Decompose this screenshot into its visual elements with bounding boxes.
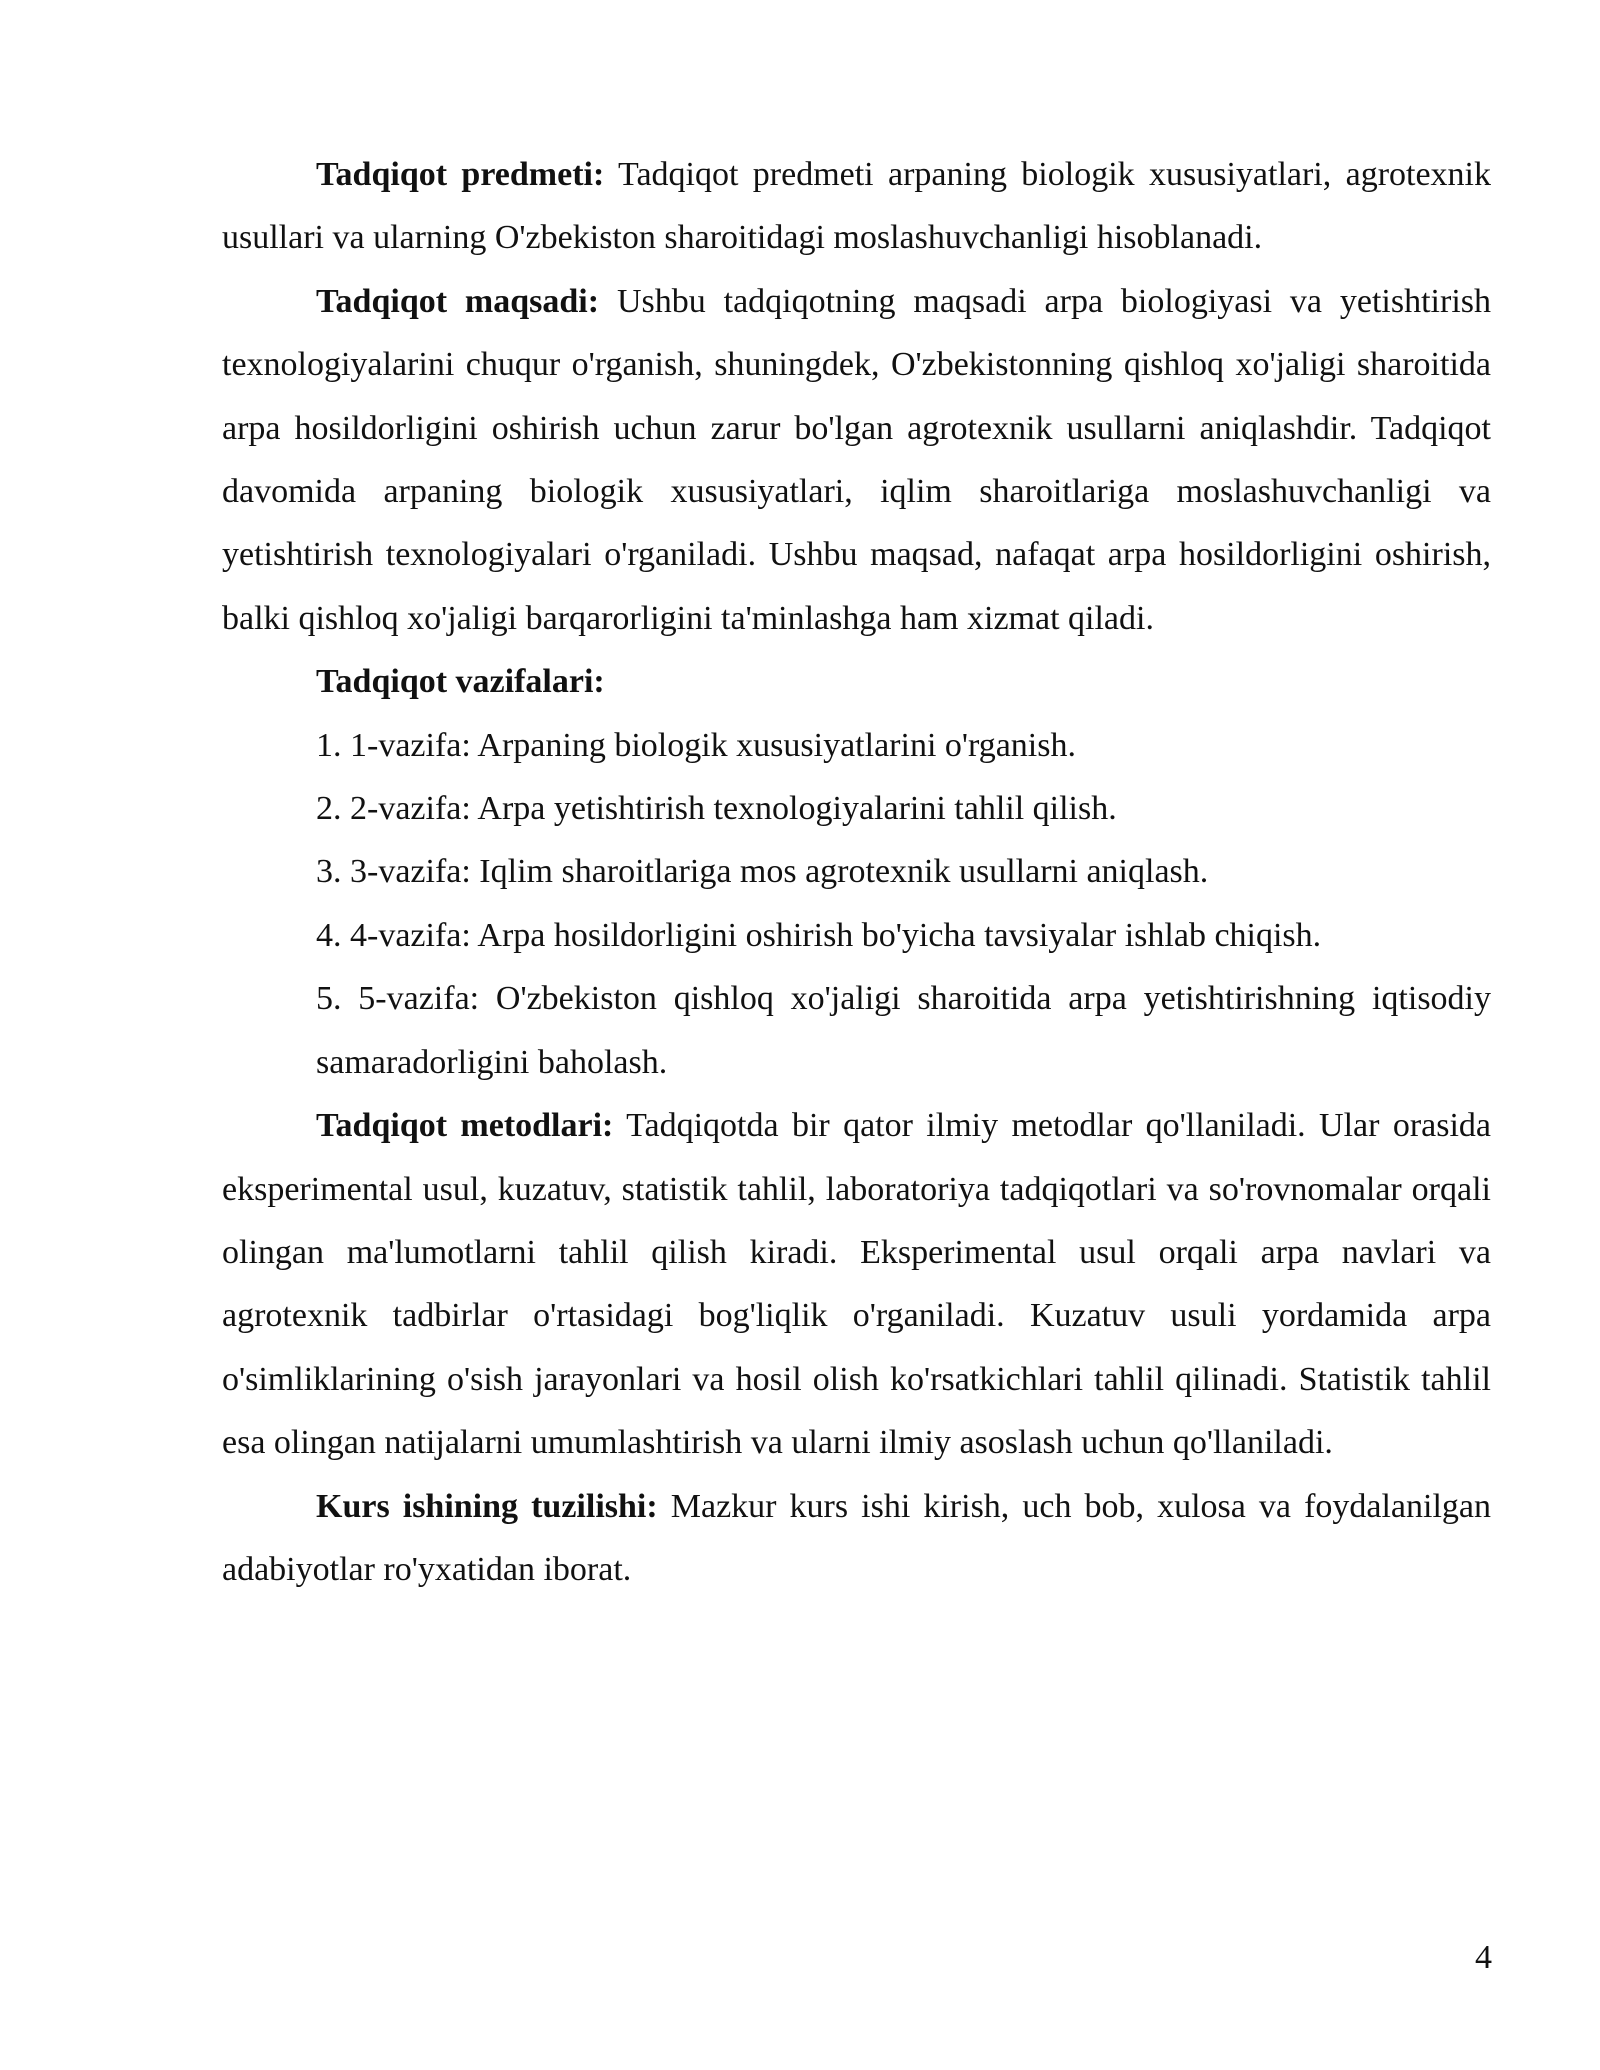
subject-paragraph — [222, 143, 1491, 270]
task-item: 4. 4-vazifa: Arpa hosildorligini oshirish bo'yicha tavsiyalar ishlab chiqish. — [316, 916, 1322, 954]
task-item: 3. 3-vazifa: Iqlim sharoitlariga mos agrotexnik usullarni aniqlash. — [316, 853, 1209, 891]
tasks-heading — [222, 650, 1491, 713]
goal-text: Ushbu tadqiqotning maqsadi arpa biologiyasi va yetishtirish texnologiyalarini chuqur o'rganish, shuningdek, O'zbekistonning qishloq xo'jaligi sharoitida arpa hosildorligini oshirish uchun zarur bo'lgan agrotexnik usullarni aniqlashdir. Tadqiqot davomida arpaning biologik xususiyatlari, iqlim sharoitlariga moslashuvchanligi va yetishtirish texnologiyalari o'rganiladi. Ushbu maqsad, nafaqat arpa hosildorligini oshirish, balki qishloq xo'jaligi barqarorligini ta'minlashga ham xizmat qiladi. — [222, 282, 1491, 637]
task-item: 1. 1-vazifa: Arpaning biologik xususiyatlarini o'rganish. — [316, 726, 1076, 764]
structure-label: Kurs ishining tuzilishi: — [316, 1487, 658, 1525]
tasks-list — [222, 714, 1491, 1094]
page-body — [222, 143, 1491, 1601]
tasks-label: Tadqiqot vazifalari: — [316, 663, 605, 701]
methods-label: Tadqiqot metodlari: — [316, 1107, 614, 1145]
methods-text: Tadqiqotda bir qator ilmiy metodlar qo'llaniladi. Ular orasida eksperimental usul, kuzatuv, statistik tahlil, laboratoriya tadqiqotlari va so'rovnomalar orqali olingan ma'lumotlarni tahlil qilish kiradi. Eksperimental usul orqali arpa navlari va agrotexnik tadbirlar o'rtasidagi bog'liqlik o'rganiladi. Kuzatuv usuli yordamida arpa o'simliklarining o'sish jarayonlari va hosil olish ko'rsatkichlari tahlil qilinadi. Statistik tahlil esa olingan natijalarni umumlashtirish va ularni ilmiy asoslash uchun qo'llaniladi. — [222, 1107, 1491, 1462]
structure-paragraph — [222, 1475, 1491, 1602]
page-number: 4 — [1475, 1939, 1492, 1976]
subject-text: Tadqiqot predmeti arpaning biologik xususiyatlari, agrotexnik usullari va ularning O'zbekiston sharoitidagi moslashuvchanligi hisoblanadi. — [222, 156, 1491, 257]
methods-paragraph — [222, 1094, 1491, 1474]
subject-label: Tadqiqot predmeti: — [316, 156, 605, 193]
task-item: 5. 5-vazifa: O'zbekiston qishloq xo'jaligi sharoitida arpa yetishtirishning iqtisodiy samaradorligini baholash. — [316, 980, 1491, 1081]
structure-text: Mazkur kurs ishi kirish, uch bob, xulosa va foydalanilgan adabiyotlar ro'yxatidan iborat. — [222, 1487, 1492, 1588]
task-item: 2. 2-vazifa: Arpa yetishtirish texnologiyalarini tahlil qilish. — [316, 790, 1117, 828]
goal-label: Tadqiqot maqsadi: — [316, 282, 600, 320]
goal-paragraph — [222, 270, 1491, 650]
